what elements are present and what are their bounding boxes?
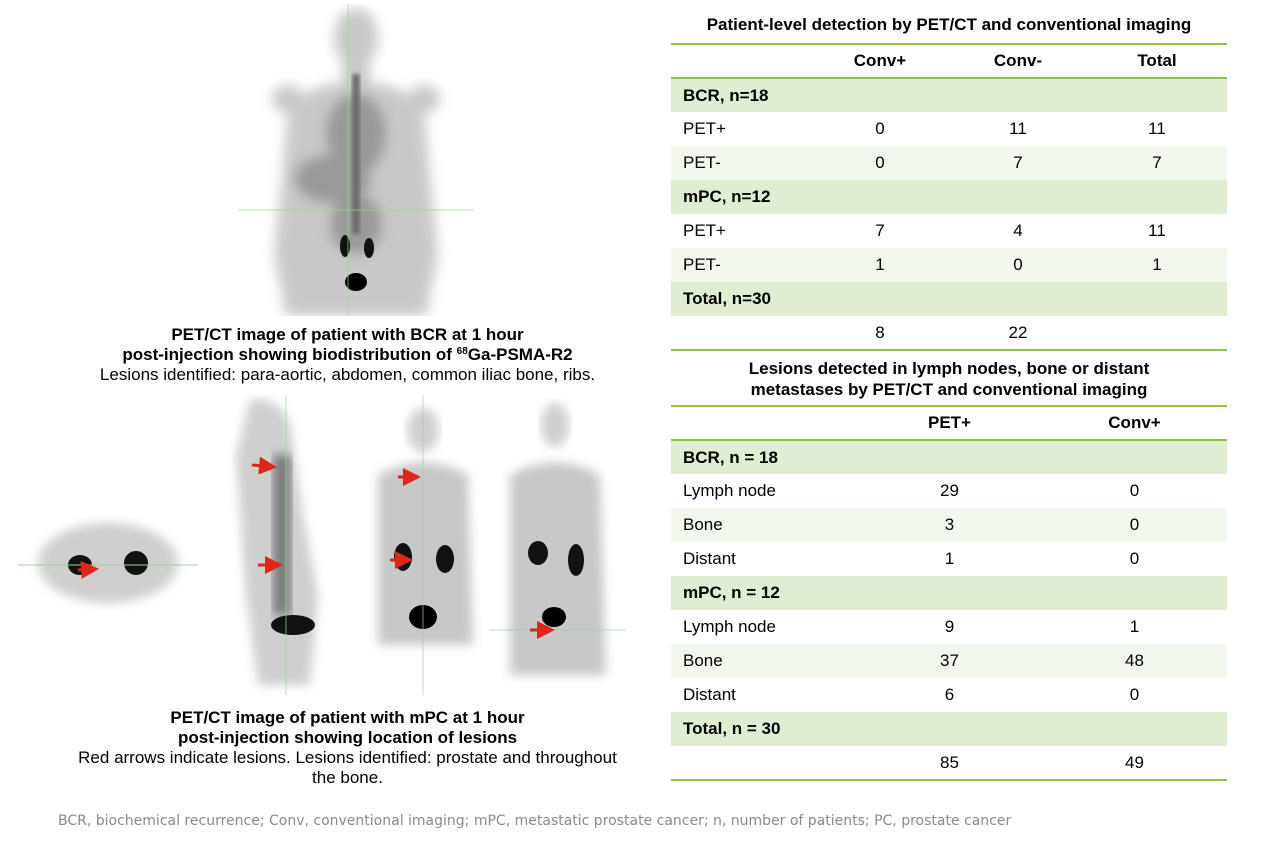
table-cell: 0 — [1129, 685, 1140, 704]
table-cell: Lymph node — [683, 617, 776, 636]
image1-caption-line1: PET/CT image of patient with BCR at 1 hour — [171, 325, 524, 344]
table2-title-line2: metastases by PET/CT and conventional imaging — [750, 380, 1148, 399]
table2-title-line1: Lesions detected in lymph nodes, bone or distant — [748, 359, 1150, 378]
table1-header-cell: Total — [1087, 44, 1227, 78]
table-cell: 22 — [949, 316, 1087, 350]
table-cell: 1 — [944, 549, 955, 568]
table-row — [671, 644, 1227, 678]
table-cell: 1 — [811, 248, 949, 282]
table1-header-cell — [671, 44, 811, 78]
table-cell: 9 — [944, 617, 955, 636]
table-row — [671, 746, 1227, 780]
table1-group-row — [671, 78, 1227, 112]
table2-group-row — [671, 576, 1227, 610]
pet-ct-mpc-image — [18, 395, 628, 695]
table-cell: 7 — [949, 146, 1087, 180]
table2-header-cell — [671, 406, 857, 440]
axial-view — [18, 523, 198, 603]
table-cell: Bone — [671, 644, 857, 678]
table-cell: 11 — [1148, 221, 1166, 240]
table2-group-label: BCR, n = 18 — [671, 440, 1227, 474]
table-cell: 0 — [949, 248, 1087, 282]
table-cell: 7 — [875, 221, 885, 240]
table-cell: 7 — [1087, 146, 1227, 180]
table2-group-row — [671, 440, 1227, 474]
patient-detection-table — [671, 43, 1227, 351]
image1-caption — [20, 325, 675, 385]
table1-group-label: BCR, n=18 — [671, 78, 1227, 112]
table2-header-row — [671, 406, 1227, 440]
table-cell: 29 — [940, 481, 959, 500]
table-cell — [671, 746, 857, 780]
image2-caption-line1: PET/CT image of patient with mPC at 1 hour — [170, 708, 525, 727]
table-row — [671, 316, 1227, 350]
table-row — [671, 248, 1227, 282]
table1-header-row — [671, 44, 1227, 78]
table-row — [671, 474, 1227, 508]
table-cell: PET+ — [683, 119, 726, 138]
table1-group-row — [671, 282, 1227, 316]
table-cell: 1 — [1129, 617, 1140, 636]
image2-caption-line3: Red arrows indicate lesions. Lesions identified: prostate and throughout — [78, 748, 617, 767]
table2-header-cell: Conv+ — [1042, 406, 1227, 440]
table-cell: Distant — [683, 549, 736, 568]
table-cell: 48 — [1042, 644, 1227, 678]
table-cell — [1087, 316, 1227, 350]
table-cell: 0 — [1129, 549, 1140, 568]
table-row — [671, 112, 1227, 146]
table-cell: 85 — [857, 746, 1042, 780]
table-cell: 11 — [1148, 119, 1166, 138]
coronal-view-1 — [378, 395, 473, 695]
table1-group-label: Total, n=30 — [671, 282, 1227, 316]
pet-ct-bcr-image — [238, 4, 474, 316]
table-cell: 1 — [1087, 248, 1227, 282]
image1-caption-line3: Lesions identified: para-aortic, abdomen, common iliac bone, ribs. — [99, 365, 596, 384]
table-cell: 0 — [811, 146, 949, 180]
lesion-detection-table — [671, 405, 1227, 781]
table2-group-label: mPC, n = 12 — [671, 576, 1227, 610]
table-cell: Distant — [683, 685, 736, 704]
table-cell: PET- — [671, 146, 811, 180]
table-cell: 0 — [875, 119, 885, 138]
image2-caption-line2: post-injection showing location of lesions — [177, 728, 518, 747]
table-row — [671, 542, 1227, 576]
table1-header-cell: Conv+ — [811, 44, 949, 78]
table-cell: 4 — [1013, 221, 1023, 240]
table-cell: Bone — [671, 508, 857, 542]
table-row — [671, 508, 1227, 542]
table-cell: Lymph node — [683, 481, 776, 500]
table-row — [671, 678, 1227, 712]
table-cell: 3 — [857, 508, 1042, 542]
table-cell — [671, 316, 811, 350]
sagittal-view — [236, 395, 318, 695]
table-row — [671, 610, 1227, 644]
table1-group-label: mPC, n=12 — [671, 180, 1227, 214]
table2-group-row — [671, 712, 1227, 746]
table-row — [671, 146, 1227, 180]
image2-caption — [20, 708, 675, 788]
coronal-view-2 — [490, 403, 626, 675]
table-cell: 0 — [1042, 508, 1227, 542]
table-row — [671, 214, 1227, 248]
table1-group-row — [671, 180, 1227, 214]
table-cell: PET- — [671, 248, 811, 282]
table-cell: 11 — [1009, 119, 1027, 138]
table1-title: Patient-level detection by PET/CT and conventional imaging — [706, 15, 1192, 34]
abbreviations-footnote: BCR, biochemical recurrence; Conv, conventional imaging; mPC, metastatic prostate cancer; n, number of patients; PC, prostate cancer — [58, 813, 1012, 829]
table-cell: 49 — [1042, 746, 1227, 780]
table-cell: 37 — [857, 644, 1042, 678]
table2-header-cell: PET+ — [857, 406, 1042, 440]
image1-caption-line2: post-injection showing biodistribution of $^{68}$Ga-PSMA-R2 — [122, 345, 573, 364]
table-cell: 6 — [944, 685, 955, 704]
table-cell: 8 — [811, 316, 949, 350]
table-cell: 0 — [1129, 481, 1140, 500]
table1-header-cell: Conv- — [949, 44, 1087, 78]
table-cell: PET+ — [683, 221, 726, 240]
image2-caption-line4: the bone. — [312, 768, 383, 787]
table2-title — [671, 358, 1227, 400]
table2-group-label: Total, n = 30 — [671, 712, 1227, 746]
